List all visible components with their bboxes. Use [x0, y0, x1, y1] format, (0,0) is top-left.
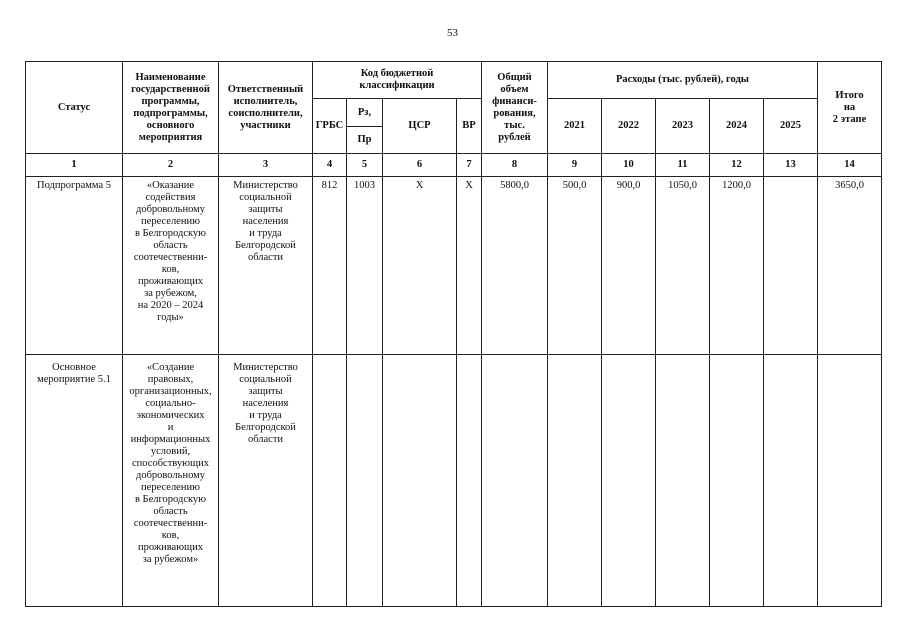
row-status: Подпрограмма 5 — [26, 177, 123, 355]
column-number: 6 — [383, 154, 457, 177]
row-total — [482, 355, 548, 607]
row-year-2025 — [764, 355, 818, 607]
row-total: 5800,0 — [482, 177, 548, 355]
column-number: 4 — [313, 154, 347, 177]
budget-table — [25, 61, 882, 607]
header-pr: Пр — [347, 127, 383, 154]
row-csr — [383, 355, 457, 607]
row-rzpr: 1003 — [347, 177, 383, 355]
column-number: 3 — [219, 154, 313, 177]
page-number: 53 — [447, 27, 458, 39]
column-number: 1 — [26, 154, 123, 177]
column-number: 10 — [602, 154, 656, 177]
header-status: Статус — [26, 62, 123, 154]
header-responsible: Ответственный исполнитель, соисполнители, участники — [219, 62, 313, 154]
row-year-2021: 500,0 — [548, 177, 602, 355]
row-rzpr — [347, 355, 383, 607]
row-grbs: 812 — [313, 177, 347, 355]
row-csr: X — [383, 177, 457, 355]
row-responsible: Министерство социальной защиты населения и труда Белгородской области — [219, 177, 313, 355]
column-number: 12 — [710, 154, 764, 177]
header-vr: ВР — [457, 99, 482, 154]
row-stage-total — [818, 355, 882, 607]
row-name: «Оказание содействия добровольному переселению в Белгородскую область соотечественни- ков, проживающих за рубежом, на 2020 – 2024 годы» — [123, 177, 219, 355]
header-grbs: ГРБС — [313, 99, 347, 154]
row-grbs — [313, 355, 347, 607]
row-year-2021 — [548, 355, 602, 607]
row-year-2022 — [602, 355, 656, 607]
header-year-2024: 2024 — [710, 99, 764, 154]
header-year-2021: 2021 — [548, 99, 602, 154]
header-year-2023: 2023 — [656, 99, 710, 154]
header-stage-total: Итого на 2 этапе — [818, 62, 882, 154]
row-vr — [457, 355, 482, 607]
column-number: 11 — [656, 154, 710, 177]
header-expenses: Расходы (тыс. рублей), годы — [548, 62, 818, 99]
row-responsible: Министерство социальной защиты населения и труда Белгородской области — [219, 355, 313, 607]
row-year-2023 — [656, 355, 710, 607]
column-number: 2 — [123, 154, 219, 177]
row-year-2024 — [710, 355, 764, 607]
row-stage-total: 3650,0 — [818, 177, 882, 355]
row-year-2022: 900,0 — [602, 177, 656, 355]
header-year-2022: 2022 — [602, 99, 656, 154]
column-numbers-row — [26, 154, 882, 177]
row-year-2023: 1050,0 — [656, 177, 710, 355]
header-name: Наименование государственной программы, подпрограммы, основного мероприятия — [123, 62, 219, 154]
row-year-2024: 1200,0 — [710, 177, 764, 355]
row-status: Основное мероприятие 5.1 — [26, 355, 123, 607]
column-number: 7 — [457, 154, 482, 177]
row-name: «Создание правовых, организационных, социально- экономических и информационных условий, способствующих добровольному переселению в Белгородскую область соотечественни- ков, проживающих за рубежом» — [123, 355, 219, 607]
header-csr: ЦСР — [383, 99, 457, 154]
header-total-funding: Общий объем финанси- рования, тыс. рублей — [482, 62, 548, 154]
row-vr: X — [457, 177, 482, 355]
header-year-2025: 2025 — [764, 99, 818, 154]
header-budget-code: Код бюджетной классификации — [313, 62, 482, 99]
column-number: 13 — [764, 154, 818, 177]
row-year-2025 — [764, 177, 818, 355]
column-number: 8 — [482, 154, 548, 177]
table-row — [26, 177, 882, 355]
column-number: 9 — [548, 154, 602, 177]
column-number: 5 — [347, 154, 383, 177]
table-row — [26, 355, 882, 607]
header-rz: Рз, — [347, 99, 383, 127]
column-number: 14 — [818, 154, 882, 177]
